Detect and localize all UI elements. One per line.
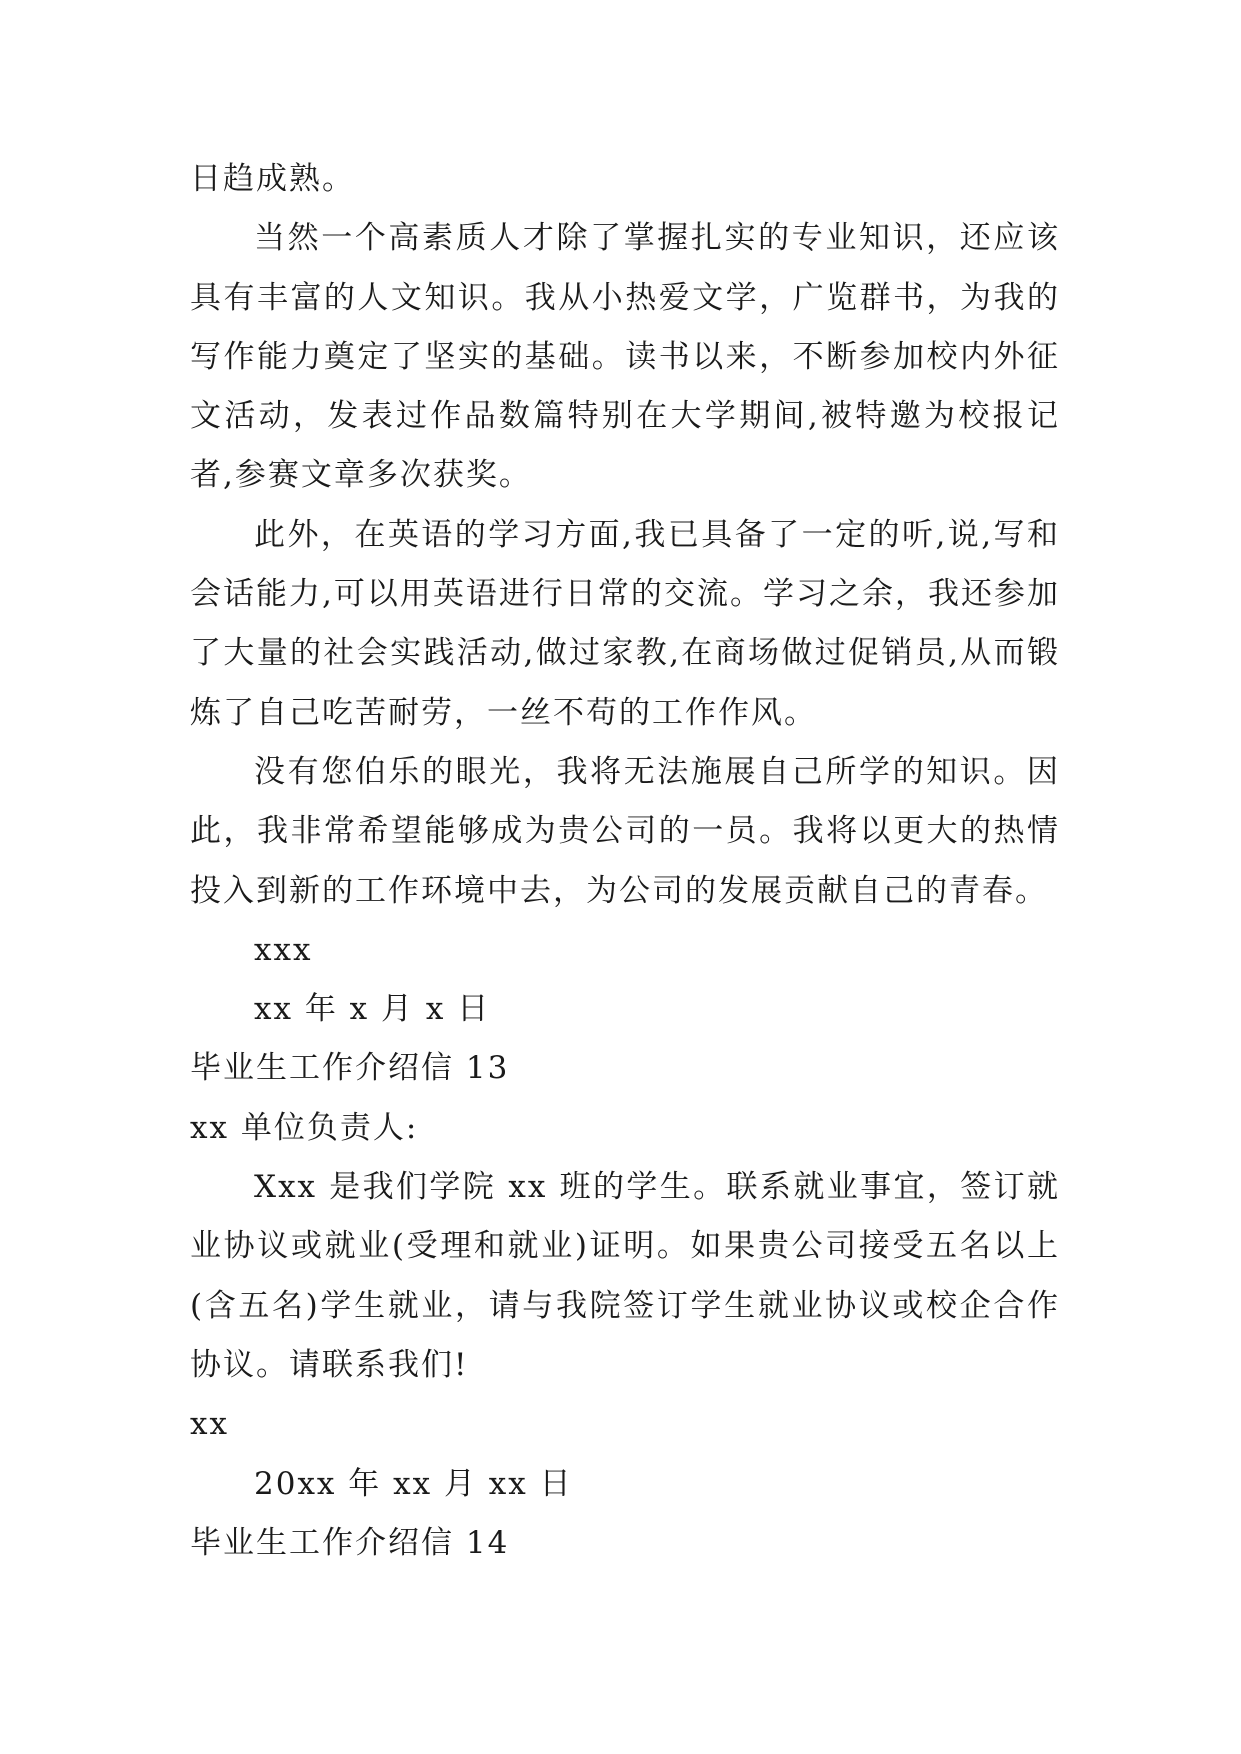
paragraph-english-practice: 此外，在英语的学习方面,我已具备了一定的听,说,写和会话能力,可以用英语进行日常的交流。学习之余，我还参加了大量的社会实践活动,做过家教,在商场做过促销员,从而锻炼了自己吃苦耐劳，一丝不苟的工作作风。: [190, 516, 1060, 731]
continuation-line: 日趋成熟。: [190, 161, 355, 197]
letter-13-salutation: xx 单位负责人:: [190, 1109, 419, 1146]
letter-13-body: Xxx 是我们学院 xx 班的学生。联系就业事宜，签订就业协议或就业(受理和就业)证明。如果贵公司接受五名以上(含五名)学生就业，请与我院签订学生就业协议或校企合作协议。请联系我们!: [190, 1169, 1060, 1383]
signature-date: xx 年 x 月 x 日: [254, 991, 491, 1028]
paragraph-closing: 没有您伯乐的眼光，我将无法施展自己所学的知识。因此，我非常希望能够成为贵公司的一员。我将以更大的热情投入到新的工作环境中去，为公司的发展贡献自己的青春。: [190, 753, 1060, 909]
document-body: [190, 150, 1060, 1573]
letter-13-title: 毕业生工作介绍信 13: [190, 1050, 510, 1087]
letter-13-date: 20xx 年 xx 月 xx 日: [254, 1465, 573, 1502]
paragraph-humanities: 当然一个高素质人才除了掌握扎实的专业知识，还应该具有丰富的人文知识。我从小热爱文学，广览群书，为我的写作能力奠定了坚实的基础。读书以来，不断参加校内外征文活动，发表过作品数篇特别在大学期间,被特邀为校报记者,参赛文章多次获奖。: [190, 220, 1060, 494]
signature-name: xxx: [254, 931, 313, 968]
letter-14-title: 毕业生工作介绍信 14: [190, 1524, 510, 1561]
letter-13-signer: xx: [190, 1406, 229, 1443]
